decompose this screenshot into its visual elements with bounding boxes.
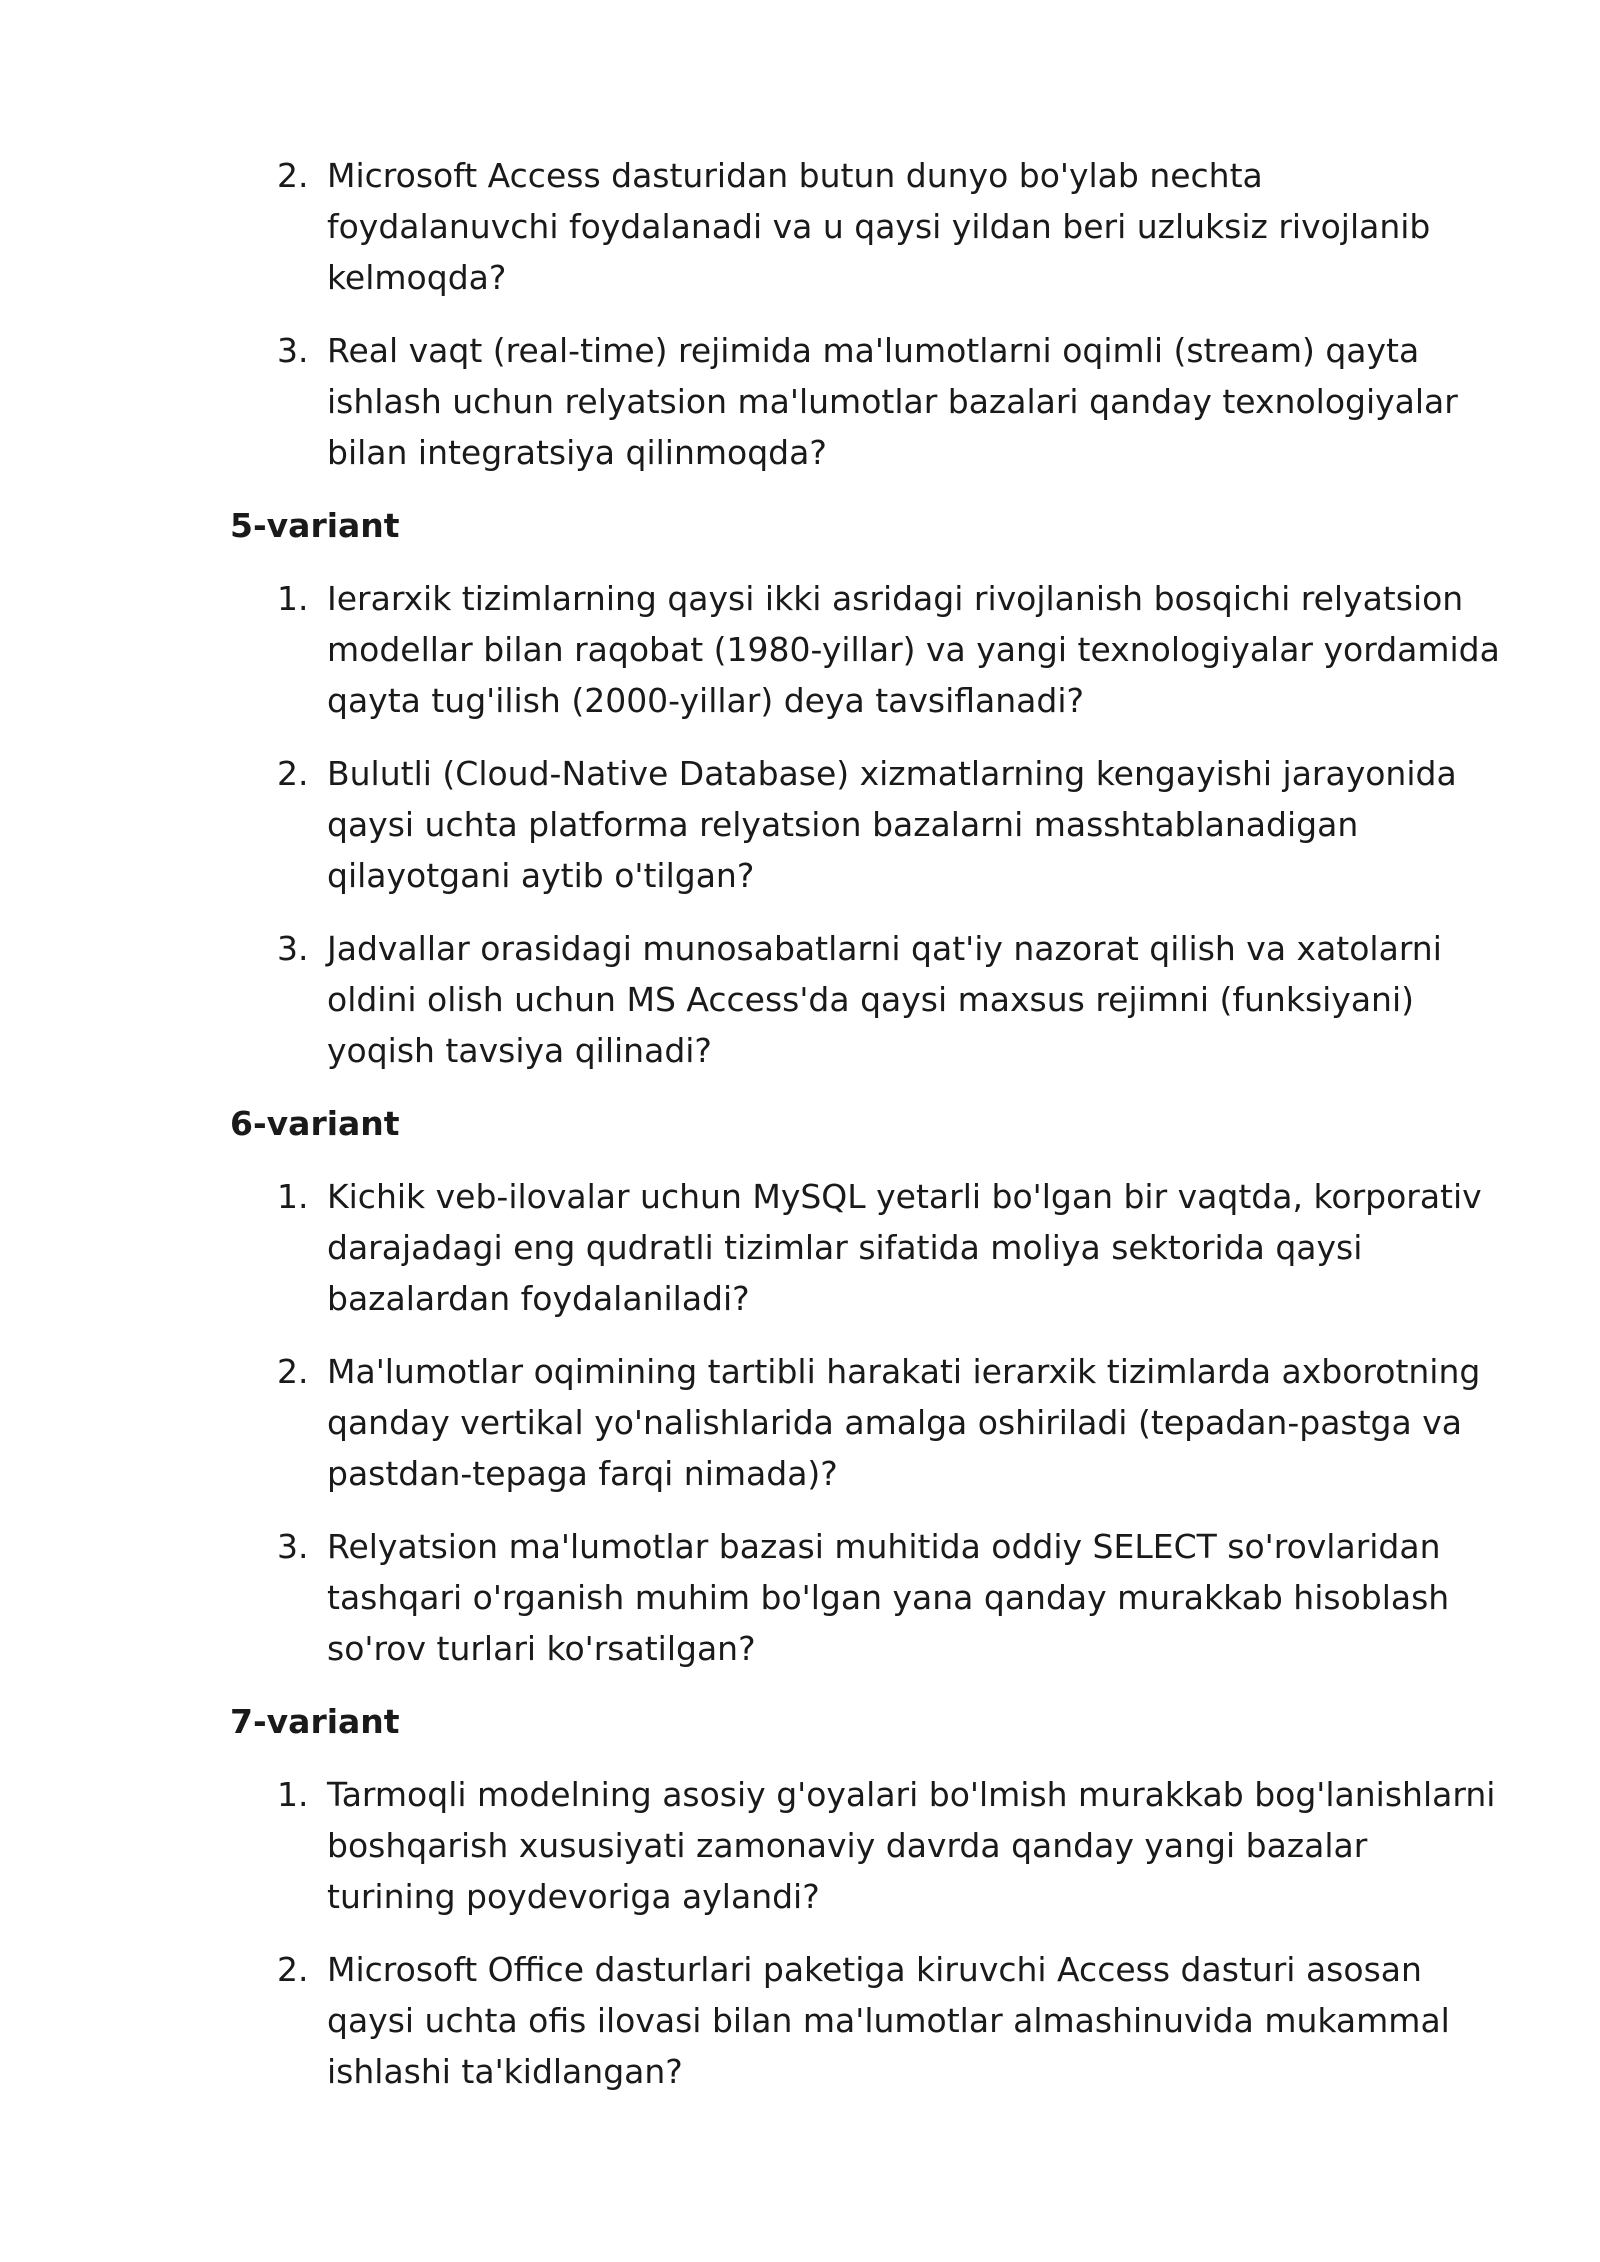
list-item (230, 923, 1500, 1076)
section-heading-5-variant: 5-variant (230, 506, 400, 545)
item-number: 3. (277, 331, 309, 370)
list-item (230, 150, 1500, 303)
item-text: Real vaqt (real-time) rejimida ma'lumotlarni oqimli (stream) qayta ishlash uchun relyatsion ma'lumotlar bazalari qanday texnologiyalar bilan integratsiya qilinmoqda? (327, 331, 1458, 472)
list-item (230, 1521, 1500, 1674)
item-number: 3. (277, 1527, 309, 1566)
item-number: 2. (277, 1950, 309, 1989)
item-number: 1. (277, 1775, 309, 1814)
item-text: Bulutli (Cloud-Native Database) xizmatlarning kengayishi jarayonida qaysi uchta platforma relyatsion bazalarni masshtablanadigan qilayotgani aytib o'tilgan? (327, 754, 1457, 895)
list-item (230, 1769, 1500, 1922)
item-text: Jadvallar orasidagi munosabatlarni qat'iy nazorat qilish va xatolarni oldini olish uchun MS Access'da qaysi maxsus rejimni (funksiyani) yoqish tavsiya qilinadi? (327, 929, 1442, 1070)
item-text: Kichik veb-ilovalar uchun MySQL yetarli bo'lgan bir vaqtda, korporativ darajadagi eng qudratli tizimlar sifatida moliya sektorida qaysi bazalardan foydalaniladi? (327, 1177, 1482, 1318)
item-number: 1. (277, 579, 309, 618)
item-text: Relyatsion ma'lumotlar bazasi muhitida oddiy SELECT so'rovlaridan tashqari o'rganish muhim bo'lgan yana qanday murakkab hisoblash so'rov turlari ko'rsatilgan? (327, 1527, 1450, 1668)
item-text: Ma'lumotlar oqimining tartibli harakati ierarxik tizimlarda axborotning qanday vertikal yo'nalishlarida amalga oshiriladi (tepadan-pastga va pastdan-tepaga farqi nimada)? (327, 1352, 1481, 1493)
item-number: 3. (277, 929, 309, 968)
item-text: Tarmoqli modelning asosiy g'oyalari bo'lmish murakkab bog'lanishlarni boshqarish xususiyati zamonaviy davrda qanday yangi bazalar turining poydevoriga aylandi? (327, 1775, 1496, 1916)
item-text: Ierarxik tizimlarning qaysi ikki asridagi rivojlanish bosqichi relyatsion modellar bilan raqobat (1980-yillar) va yangi texnologiyalar yordamida qayta tug'ilish (2000-yillar) deya tavsiflanadi? (327, 579, 1500, 720)
item-text: Microsoft Office dasturlari paketiga kiruvchi Access dasturi asosan qaysi uchta ofis ilovasi bilan ma'lumotlar almashinuvida mukammal ishlashi ta'kidlangan? (327, 1950, 1450, 2091)
document-content (230, 150, 1500, 2119)
item-text: Microsoft Access dasturidan butun dunyo bo'ylab nechta foydalanuvchi foydalanadi va u qaysi yildan beri uzluksiz rivojlanib kelmoqda? (327, 156, 1431, 297)
section-heading-6-variant: 6-variant (230, 1104, 400, 1143)
item-number: 1. (277, 1177, 309, 1216)
list-item (230, 1346, 1500, 1499)
list-item (230, 1944, 1500, 2097)
item-number: 2. (277, 1352, 309, 1391)
list-item (230, 1171, 1500, 1324)
section-heading-7-variant: 7-variant (230, 1702, 400, 1741)
list-item (230, 325, 1500, 478)
item-number: 2. (277, 754, 309, 793)
item-number: 2. (277, 156, 309, 195)
list-item (230, 748, 1500, 901)
list-item (230, 573, 1500, 726)
